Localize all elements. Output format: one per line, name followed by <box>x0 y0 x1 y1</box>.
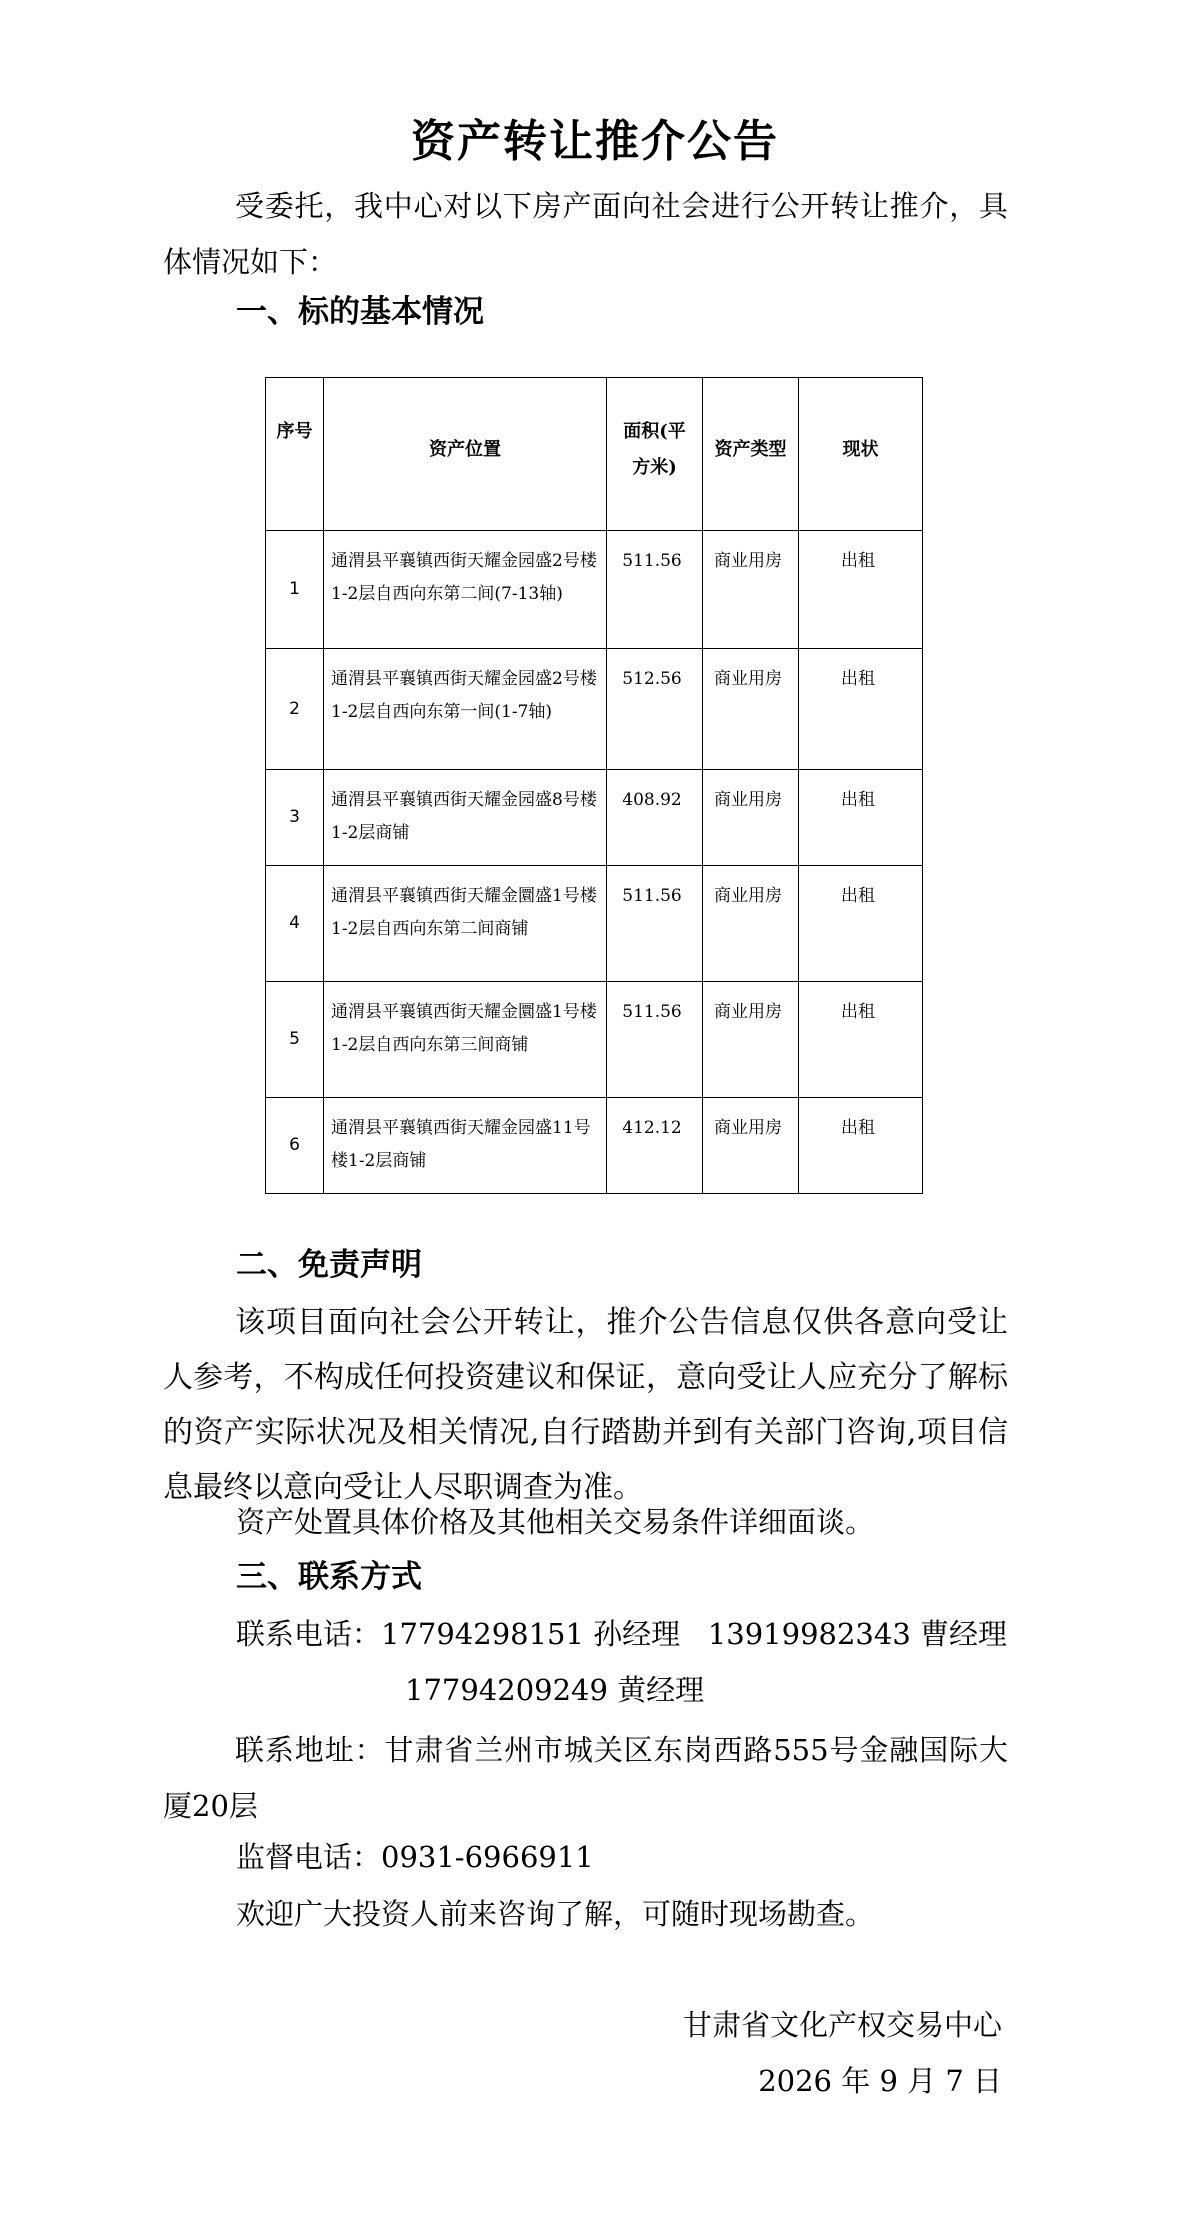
header-area: 面积(平方米) <box>607 378 703 531</box>
cell-seq: 2 <box>266 649 324 770</box>
issue-date: 2026 年 9 月 7 日 <box>758 2064 1002 2098</box>
cell-seq: 5 <box>266 982 324 1098</box>
cell-area: 511.56 <box>607 982 703 1098</box>
cell-area: 511.56 <box>607 866 703 982</box>
header-status: 现状 <box>799 378 923 531</box>
disclaimer-paragraph: 该项目面向社会公开转让，推介公告信息仅供各意向受让人参考，不构成任何投资建议和保证，意向受让人应充分了解标的资产实际状况及相关情况,自行踏勘并到有关部门咨询,项目信息最终以意向受让人尽职调查为准。 <box>163 1305 1008 1505</box>
table-row <box>266 531 923 649</box>
cell-area: 408.92 <box>607 770 703 866</box>
section-heading-contact: 三、联系方式 <box>236 1559 422 1595</box>
cell-type: 商业用房 <box>703 531 799 649</box>
cell-area: 512.56 <box>607 649 703 770</box>
cell-type: 商业用房 <box>703 1098 799 1194</box>
cell-status: 出租 <box>799 531 923 649</box>
cell-location: 通渭县平襄镇西街天耀金园盛2号楼1-2层自西向东第一间(1-7轴) <box>324 649 607 770</box>
cell-location: 通渭县平襄镇西街天耀金园盛11号楼1-2层商铺 <box>324 1098 607 1194</box>
header-location: 资产位置 <box>324 378 607 531</box>
cell-location: 通渭县平襄镇西街天耀金园盛2号楼1-2层自西向东第二间(7-13轴) <box>324 531 607 649</box>
header-type: 资产类型 <box>703 378 799 531</box>
cell-status: 出租 <box>799 649 923 770</box>
cell-area: 412.12 <box>607 1098 703 1194</box>
cell-location: 通渭县平襄镇西街天耀金圜盛1号楼1-2层自西向东第二间商铺 <box>324 866 607 982</box>
table-row <box>266 649 923 770</box>
issuer-name: 甘肃省文化产权交易中心 <box>682 2008 1002 2042</box>
welcome-text: 欢迎广大投资人前来咨询了解，可随时现场勘查。 <box>236 1897 875 1931</box>
cell-seq: 6 <box>266 1098 324 1194</box>
table-row <box>266 866 923 982</box>
page-title: 资产转让推介公告 <box>411 116 779 167</box>
cell-status: 出租 <box>799 1098 923 1194</box>
cell-seq: 3 <box>266 770 324 866</box>
cell-type: 商业用房 <box>703 649 799 770</box>
cell-status: 出租 <box>799 982 923 1098</box>
table-row <box>266 982 923 1098</box>
cell-type: 商业用房 <box>703 770 799 866</box>
cell-type: 商业用房 <box>703 982 799 1098</box>
section-heading-basic-info: 一、标的基本情况 <box>236 294 484 330</box>
intro-paragraph: 受委托，我中心对以下房产面向社会进行公开转让推介，具体情况如下： <box>163 189 1008 279</box>
table-row <box>266 770 923 866</box>
disposal-note: 资产处置具体价格及其他相关交易条件详细面谈。 <box>236 1505 875 1539</box>
cell-location: 通渭县平襄镇西街天耀金圜盛1号楼1-2层自西向东第三间商铺 <box>324 982 607 1098</box>
cell-type: 商业用房 <box>703 866 799 982</box>
asset-table <box>265 377 923 1194</box>
cell-location: 通渭县平襄镇西街天耀金园盛8号楼1-2层商铺 <box>324 770 607 866</box>
section-heading-disclaimer: 二、免责声明 <box>236 1247 422 1283</box>
contact-phone-line1: 联系电话：17794298151 孙经理 13919982343 曹经理 <box>236 1617 1008 1651</box>
cell-status: 出租 <box>799 770 923 866</box>
cell-seq: 1 <box>266 531 324 649</box>
table-row <box>266 1098 923 1194</box>
contact-phone-line2: 17794209249 黄经理 <box>405 1673 705 1707</box>
supervision-phone: 监督电话：0931-6966911 <box>236 1840 594 1874</box>
header-seq: 序号 <box>266 378 324 531</box>
contact-address: 联系地址：甘肃省兰州市城关区东岗西路555号金融国际大厦20层 <box>163 1733 1008 1823</box>
cell-area: 511.56 <box>607 531 703 649</box>
cell-seq: 4 <box>266 866 324 982</box>
table-header-row <box>266 378 923 531</box>
cell-status: 出租 <box>799 866 923 982</box>
